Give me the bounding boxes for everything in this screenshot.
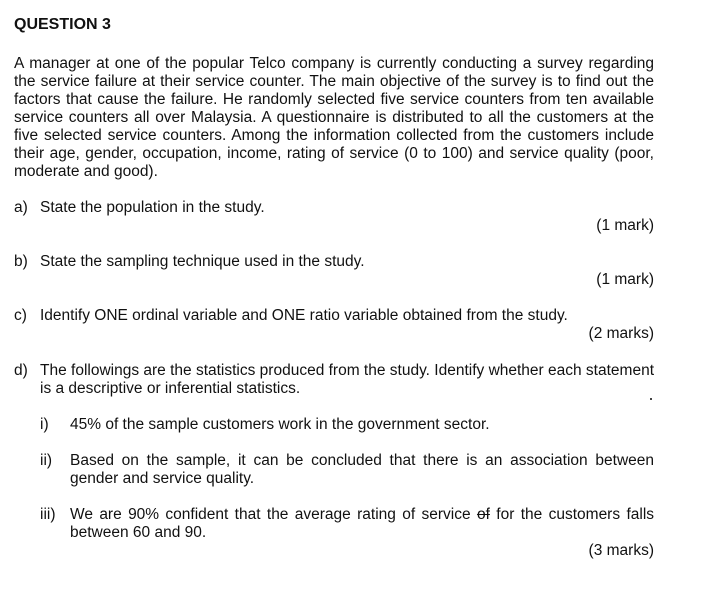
question-c-label: c) <box>14 307 27 324</box>
question-a-text: State the population in the study. <box>40 199 265 216</box>
question-d-item-iii-text <box>70 506 654 542</box>
item-iii-text-after: for the customers falls between 60 and 90. <box>70 506 655 541</box>
question-heading: QUESTION 3 <box>14 16 111 33</box>
question-d-item-i-label: i) <box>40 416 49 433</box>
question-a-label: a) <box>14 199 28 216</box>
question-d-label: d) <box>14 362 28 379</box>
question-c-text: Identify ONE ordinal variable and ONE ratio variable obtained from the study. <box>40 307 568 324</box>
question-d-item-ii-label: ii) <box>40 452 53 469</box>
question-b-text: State the sampling technique used in the study. <box>40 253 365 270</box>
question-a-mark: (1 mark) <box>596 217 654 234</box>
question-d-item-ii-text: Based on the sample, it can be concluded that there is an association between gender and service quality. <box>70 452 654 487</box>
question-b-mark: (1 mark) <box>596 271 654 288</box>
question-c-mark: (2 marks) <box>588 325 654 342</box>
item-iii-struck-word: of <box>476 506 490 523</box>
question-d-item-i-text: 45% of the sample customers work in the government sector. <box>70 416 490 433</box>
question-b-label: b) <box>14 253 28 270</box>
question-d-mark: (3 marks) <box>588 542 654 559</box>
item-iii-text-before: We are 90% confident that the average rating of service <box>70 506 471 523</box>
stray-dot <box>650 398 652 400</box>
question-intro: A manager at one of the popular Telco company is currently conducting a survey regarding the service failure at their service counter. The main objective of the survey is to find out the factors that cause the failure. He randomly selected five service counters from ten available service counters all over Malaysia. A questionnaire is distributed to all the customers at the five selected service counters. Among the information collected from the customers include their age, gender, occupation, income, rating of service (0 to 100) and service quality (poor, moderate and good). <box>14 55 654 180</box>
question-d-text: The followings are the statistics produced from the study. Identify whether each statement is a descriptive or inferential statistics. <box>40 362 654 397</box>
question-d-item-iii-label: iii) <box>40 506 56 523</box>
